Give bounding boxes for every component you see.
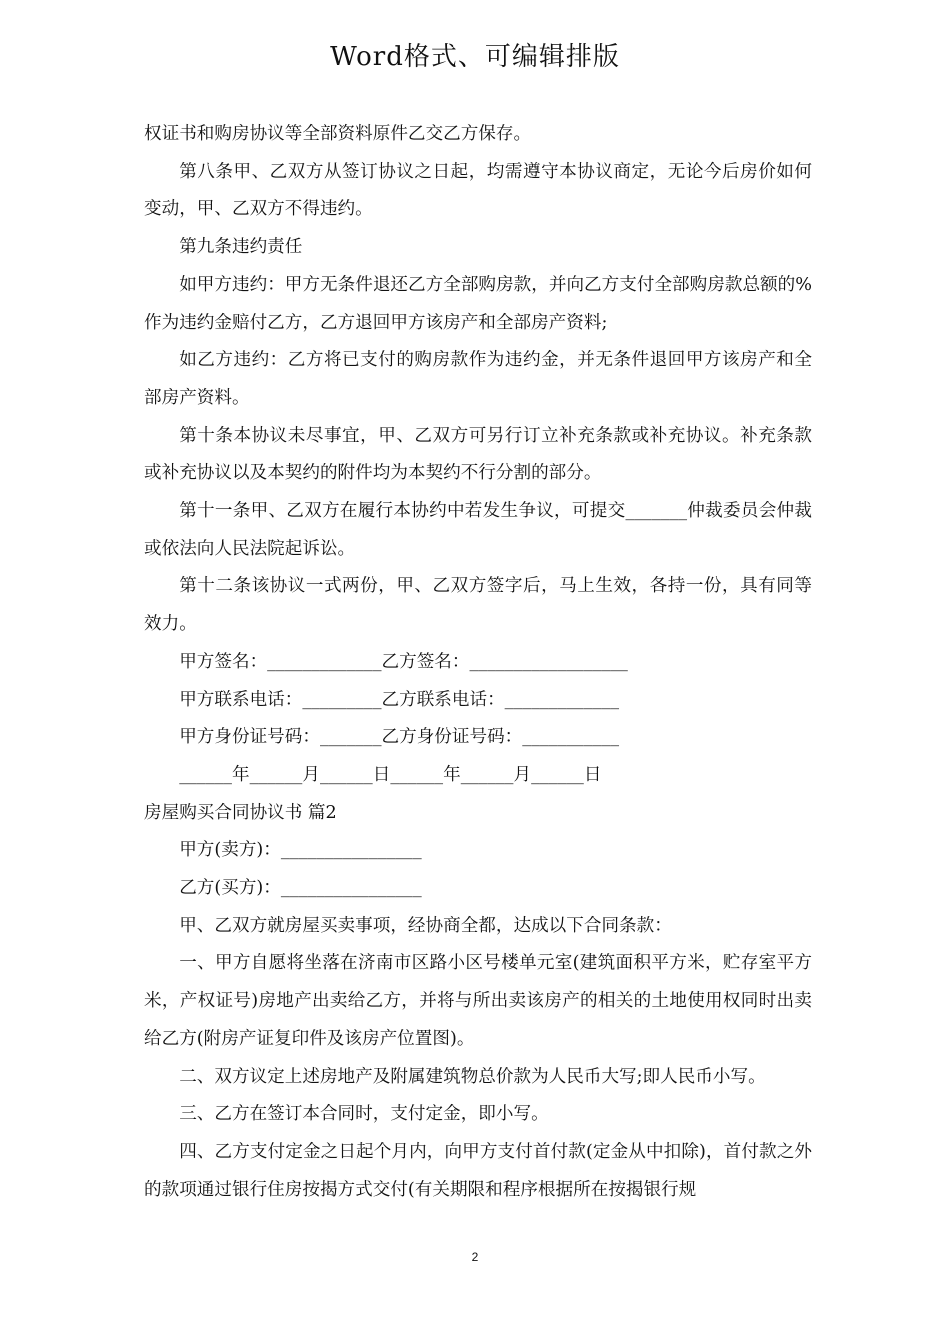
page-number: 2: [471, 1250, 479, 1264]
buyer-line: 乙方(买方)：________________: [179, 878, 422, 899]
document-header: Word格式、可编辑排版: [330, 42, 620, 72]
paragraph-clause-3: 三、乙方在签订本合同时，支付定金，即小写。: [179, 1104, 549, 1125]
document-body: [144, 116, 812, 1209]
paragraph-article-9-heading: 第九条违约责任: [179, 237, 303, 258]
signature-line: 甲方签名：_____________乙方签名：__________________: [179, 651, 628, 672]
section-title: 房屋购买合同协议书 篇2: [144, 802, 337, 823]
paragraph-clause-1: 一、甲方自愿将坐落在济南市区路小区号楼单元室(建筑面积平方米，贮存室平方米，产权证号)房地产出卖给乙方，并将与所出卖该房产的相关的土地使用权同时出卖给乙方(附房产证复印件及该房产位置图)。: [144, 953, 812, 1049]
paragraph-article-11: 第十一条甲、乙双方在履行本协约中若发生争议，可提交_______仲裁委员会仲裁或依法向人民法院起诉讼。: [144, 501, 812, 559]
seller-line: 甲方(卖方)：________________: [179, 840, 422, 861]
paragraph-article-8: 第八条甲、乙双方从签订协议之日起，均需遵守本协议商定，无论今后房价如何变动，甲、乙双方不得违约。: [144, 161, 812, 220]
paragraph-clause-2: 二、双方议定上述房地产及附属建筑物总价款为人民币大写;即人民币小写。: [179, 1066, 766, 1087]
paragraph-intro: 甲、乙双方就房屋买卖事项，经协商全都，达成以下合同条款：: [179, 915, 672, 936]
paragraph-1: 权证书和购房协议等全部资料原件乙交乙方保存。: [144, 124, 532, 144]
paragraph-party-b-breach: 如乙方违约：乙方将已支付的购房款作为违约金，并无条件退回甲方该房产和全部房产资料。: [144, 350, 812, 408]
id-number-line: 甲方身份证号码：_______乙方身份证号码：___________: [179, 727, 620, 748]
paragraph-article-12: 第十二条该协议一式两份，甲、乙双方签字后，马上生效，各持一份，具有同等效力。: [144, 576, 812, 635]
date-line: ______年______月______日______年______月______日: [179, 764, 602, 785]
paragraph-article-10: 第十条本协议未尽事宜，甲、乙双方可另行订立补充条款或补充协议。补充条款或补充协议以及本契约的附件均为本契约不行分割的部分。: [144, 425, 812, 484]
paragraph-party-a-breach: 如甲方违约：甲方无条件退还乙方全部购房款，并向乙方支付全部购房款总额的%作为违约金赔付乙方，乙方退回甲方该房产和全部房产资料;: [144, 274, 812, 333]
phone-line: 甲方联系电话：_________乙方联系电话：_____________: [179, 689, 620, 710]
paragraph-clause-4: 四、乙方支付定金之日起个月内，向甲方支付首付款(定金从中扣除)，首付款之外的款项通过银行住房按揭方式交付(有关期限和程序根据所在按揭银行规: [144, 1141, 812, 1200]
